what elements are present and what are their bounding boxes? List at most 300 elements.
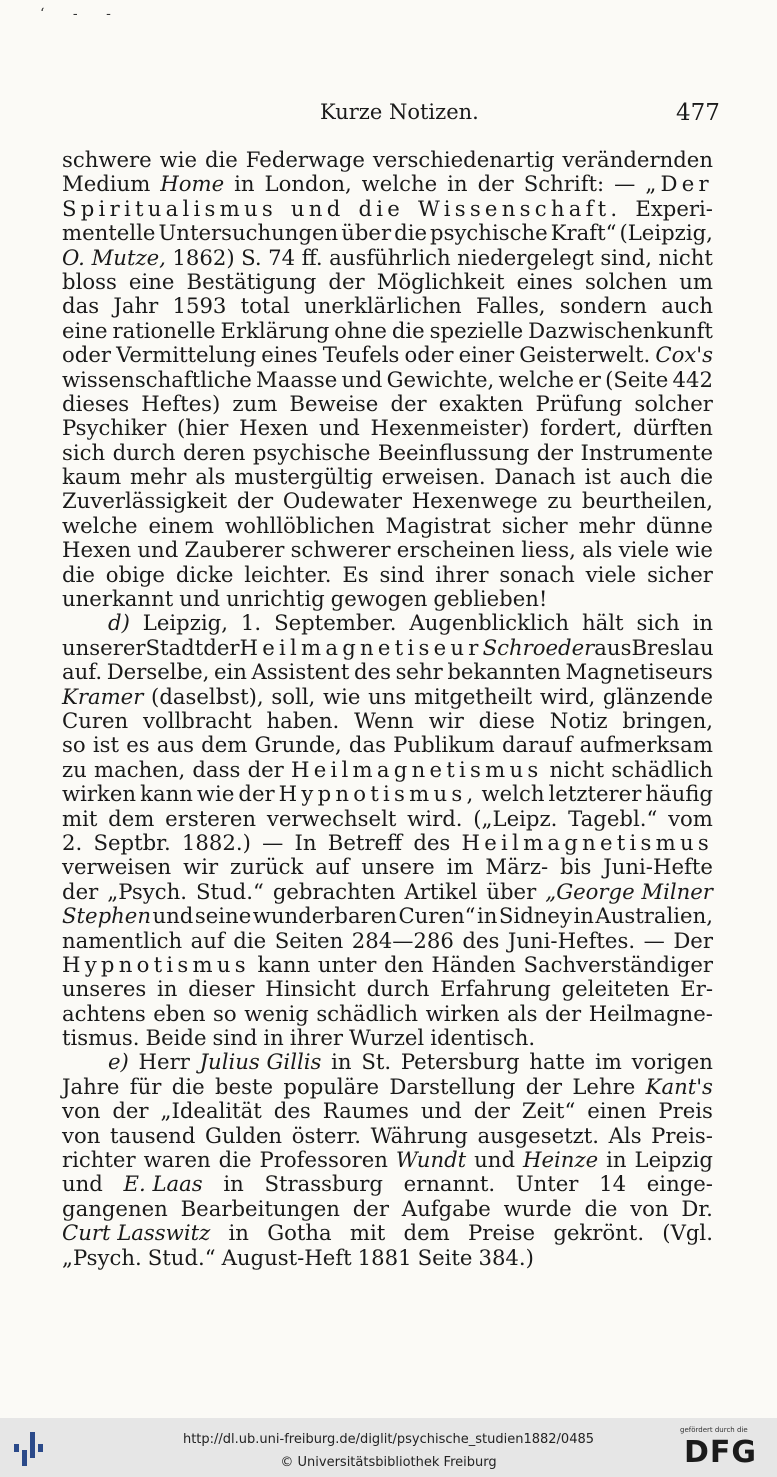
word: Sachverständiger [523,951,713,977]
word: Federwage [245,147,365,172]
word: Er- [680,976,713,1002]
word: spezielle [429,317,524,343]
word: von [630,1195,669,1221]
word: nicht [549,756,605,782]
word: machen, [94,756,186,782]
text-line [62,319,713,343]
word: Prüfung [535,390,623,416]
word: Preis- [651,1122,713,1148]
word: des [354,659,391,685]
word: uns [368,683,407,709]
word: die [584,1195,618,1221]
text-line [62,1026,713,1050]
word: 1. [240,610,262,636]
word: haben. [266,707,340,733]
dfg-logo: DFG [684,1435,758,1470]
word: rationelle [112,317,216,343]
word: auf [315,854,350,880]
word: der [238,781,275,807]
word: Oudewater [282,488,402,514]
word: „George Milner [545,878,713,904]
word: eines [516,268,573,294]
word: dem [403,1220,450,1246]
word: glänzende [602,683,713,709]
word: London, [264,171,352,197]
word: eine [62,317,108,343]
word: Derselbe, [106,659,210,685]
word: und [137,537,179,563]
word: — [614,171,636,197]
word: Hexenmeister) [370,415,530,441]
word: ausgesetzt. [477,1122,600,1148]
word: gekrönt. [553,1220,645,1246]
word: mehr [578,512,635,538]
text-line [62,294,713,318]
word: den [383,951,424,977]
copyright-text: © Universitätsbibliothek Freiburg [280,1455,497,1470]
word: solchen [585,268,668,294]
word: der [62,878,99,904]
word: eines [261,342,318,368]
word: Kant's [645,1073,713,1099]
word: des [462,927,500,953]
word: wir [428,707,464,733]
text-line [62,1124,713,1148]
word: Grunde, [254,732,342,758]
word: Hexen [239,415,309,441]
text-line [62,489,713,513]
word: „Der [645,171,713,197]
funding-note: gefördert durch die [680,1426,748,1434]
word: Stud.“ [196,878,264,904]
word: mustergültig [234,464,373,490]
word: ihrer [289,1025,344,1051]
word: ist [584,464,611,490]
word: sich [636,610,680,636]
word: Gulden [204,1122,283,1148]
word: wie [322,683,361,709]
word: seine [194,903,252,929]
word: erweisen. [381,464,486,490]
text-line [62,709,713,733]
word: Seite [417,1244,473,1270]
word: verweisen [62,854,172,880]
word: Petersburg [400,1049,520,1075]
text-line [62,172,713,196]
word: Instrumente [580,439,713,465]
word: unsere [361,854,435,880]
word: E. Laas [123,1171,203,1197]
word: die [171,1073,205,1099]
word: auf [190,927,225,953]
text-line [62,1050,713,1074]
word: die [233,927,267,953]
word: es [126,732,150,758]
word: in [228,1220,249,1246]
word: verändernden [562,147,713,172]
word: Hypnotismus [62,951,250,977]
word: Australien, [595,903,713,929]
word: Preis [658,1098,713,1124]
word: Händen [431,951,516,977]
word: der [477,171,514,197]
word: sonach [499,561,575,587]
word: in [447,171,468,197]
word: Home [160,171,225,197]
word: in [156,976,178,1002]
word: unserer [62,634,146,660]
word: auch [619,464,672,490]
word: aus [594,634,632,660]
text-line [62,587,713,611]
word: wir [183,854,219,880]
text-line [62,636,713,660]
source-url-link[interactable]: http://dl.ub.uni-freiburg.de/diglit/psychische_studien1882/0485 [182,1432,595,1447]
text-line [62,368,713,392]
word: viele [618,537,670,563]
word: — [262,829,284,855]
word: Möglichkeit [376,268,505,294]
word: dem [201,732,248,758]
word: Hypnotismus, [278,781,478,807]
word: Notiz [549,707,608,733]
word: wird, [539,683,596,709]
word: der [544,1000,582,1026]
word: Medium [62,171,151,197]
word: wird. [407,805,463,831]
text-line [62,514,713,538]
text-line [62,977,713,1001]
body-text [62,148,713,1270]
word: sicher [647,561,713,587]
word: Danach [494,464,576,490]
word: einen [587,1098,647,1124]
word: St. [361,1049,392,1075]
word: (Vgl. [662,1220,713,1246]
word: namentlich [62,927,183,953]
word: liess, [521,537,576,563]
word: (Seite [605,366,669,392]
word: der [390,390,427,416]
word: populäre [283,1073,379,1099]
word: für [129,1073,162,1099]
word: vorigen [631,1049,713,1075]
word: das [348,732,386,758]
word: geblieben! [433,586,548,612]
word: dürften [633,415,713,441]
word: bringen, [622,707,713,733]
word: ausführlich [329,244,451,270]
word: ernannt. [403,1171,496,1197]
word: der [536,439,574,465]
word: in [234,171,255,197]
word: Sidney [498,903,572,929]
word: soll, [271,683,316,709]
word: bekannten [447,659,561,685]
word: beurtheilen, [581,488,713,514]
word: beste [215,1073,274,1099]
word: mit [349,1220,386,1246]
text-line [62,685,713,709]
word: so [62,732,86,758]
word: des [413,829,451,855]
word: wenig [244,1000,309,1026]
word: in [263,1025,284,1051]
word: er [578,366,601,392]
word: Hexen [62,537,132,563]
word: Artikel [404,878,478,904]
word: verwechselt [266,805,397,831]
text-line [62,855,713,879]
text-line [62,563,713,587]
word: nicht [658,244,713,270]
word: vollbracht [143,707,252,733]
word: — [643,927,665,953]
word: welch [481,781,545,807]
word: solcher [634,390,713,416]
word: (daselbst), [151,683,264,709]
word: sehr [395,659,443,685]
word: sind [212,1025,258,1051]
running-head: Kurze Notizen. [320,100,479,124]
word: hält [581,610,624,636]
word: wunderbaren [252,903,397,929]
word: viele [585,561,637,587]
word: Stadt [145,634,204,660]
word: um [679,268,713,294]
word: S. [241,244,262,270]
word: Kraft“ [550,220,617,246]
word: auf. [62,659,103,685]
word: 74 [268,244,296,270]
word: Psychiker [62,415,167,441]
word: Heilmagnetismus [461,829,713,855]
word: ein [213,659,247,685]
word: Darstellung [389,1073,516,1099]
word: leichter. [244,561,332,587]
word: Dr. [681,1195,713,1221]
word: 1881 [357,1244,412,1270]
text-line [62,1148,713,1172]
word: tismus. [62,1025,140,1051]
text-line [62,1197,713,1221]
word: kann [257,951,311,977]
word: oder [404,342,454,368]
word: achtens [62,1000,146,1026]
word: österr. [291,1122,362,1148]
word: als [582,537,613,563]
word: durch [366,976,430,1002]
word: ihrer [435,561,489,587]
word: von [62,1098,101,1124]
word: (Leipzig, [619,220,713,246]
word: und [179,586,221,612]
word: wie [196,781,235,807]
text-line [62,880,713,904]
word: dass [192,756,241,782]
word: die [680,464,713,490]
word: Publikum [393,732,495,758]
word: die [204,147,238,172]
word: der [352,1195,389,1221]
word: wirken [425,1000,500,1026]
word: vom [668,805,713,831]
word: als [507,1000,538,1026]
text-line [62,1221,713,1245]
word: Curt Lasswitz [62,1220,211,1246]
word: Währung [370,1122,468,1148]
word: Stud.“ [147,1244,216,1270]
word: und [62,1171,103,1197]
word: gewogen [330,586,428,612]
word: Wurzel [349,1025,425,1051]
word: O. Mutze, [62,244,166,270]
word: „Psych. [107,878,187,904]
word: ff. [301,244,323,270]
word: bis [560,854,592,880]
word: Heinze [523,1147,599,1173]
text-line [62,904,713,928]
word: der [328,268,365,294]
word: eben [153,1000,206,1026]
word: Magistrat [385,512,491,538]
word: der [247,756,284,782]
word: dünne [645,512,713,538]
word: Seiten [274,927,344,953]
word: 2. [62,829,83,855]
word: Vermittelung [116,342,257,368]
word: häufig [645,781,713,807]
word: und [290,195,345,221]
word: in [223,1171,244,1197]
word: „Psych. [62,1244,142,1270]
text-line [62,246,713,270]
text-line [62,660,713,684]
word: und [318,415,360,441]
word: In [294,829,317,855]
word: tausend [109,1122,196,1148]
word: in [606,1147,627,1173]
word: wurde [503,1195,572,1221]
word: Assistent [251,659,350,685]
word: wirken [62,781,137,807]
word: Juni-Heftes. [507,927,636,953]
word: Preise [467,1220,536,1246]
word: unseres [62,976,147,1002]
word: die [358,195,405,221]
text-line [62,197,713,221]
word: Augenblicklich [409,610,569,636]
word: die [394,220,428,246]
text-line [62,1246,713,1270]
word: der [112,1098,149,1124]
word: Cox's [655,342,713,368]
word: identisch. [430,1025,536,1051]
word: (hier [177,415,229,441]
word: in [331,1049,352,1075]
word: und [474,1147,516,1173]
word: letzterer [548,781,642,807]
text-line [62,1002,713,1026]
word: in [573,903,594,929]
word: Wenn [354,707,414,733]
text-line [62,1075,713,1099]
word: sind, [600,244,652,270]
word: Unter [515,1171,579,1197]
text-line [62,953,713,977]
footer-bar [0,1418,777,1477]
word: und [341,366,383,392]
word: in [692,610,713,636]
word: Es [342,561,369,587]
word: über [341,220,392,246]
text-line [62,343,713,367]
word: im [594,1049,622,1075]
word: dem [108,805,155,831]
word: Hinsicht [265,976,356,1002]
word: oder [62,342,111,368]
word: Schroeder [482,634,595,660]
word: sich [62,439,106,465]
word: und [152,903,194,929]
word: das [62,293,100,319]
word: exakten [438,390,524,416]
word: erscheinen [396,537,515,563]
word: Beweise [289,390,379,416]
word: der [236,488,274,514]
text-line [62,733,713,757]
word: Geisterwelt. [519,342,651,368]
word: einer [458,342,515,368]
word: Hexenwege [411,488,538,514]
word: („Leipz. [473,805,558,831]
word: mehr [130,464,187,490]
word: Der [673,927,713,953]
word: 1882.) [181,829,251,855]
word: welche [361,171,438,197]
text-line [62,148,713,172]
word: Dazwischenkunft [528,317,713,343]
word: schädlich [316,1000,419,1026]
word: schädlich [611,756,713,782]
word: ohne [334,317,387,343]
word: Beeinflussung [377,439,530,465]
word: Aufgabe [401,1195,491,1221]
word: so [213,1000,237,1026]
page-number: 477 [676,100,720,126]
word: Septbr. [93,829,171,855]
text-line [62,831,713,855]
word: 384.) [478,1244,534,1270]
text-line [62,929,713,953]
word: Julius Gillis [199,1049,322,1075]
word: August-Heft [221,1244,352,1270]
word: Schrift: [523,171,605,197]
word: zu [547,488,573,514]
word: Tagebl.“ [568,805,658,831]
word: kaum [62,464,122,490]
word: Magnetiseurs [565,659,713,685]
word: wie [159,147,198,172]
word: unerkannt [62,586,174,612]
text-line [62,538,713,562]
word: Leipzig, [142,610,228,636]
word: sind [379,561,425,587]
word: Teufels [322,342,400,368]
text-line [62,807,713,831]
word: total [240,293,290,319]
word: wohllöblichen [224,512,375,538]
